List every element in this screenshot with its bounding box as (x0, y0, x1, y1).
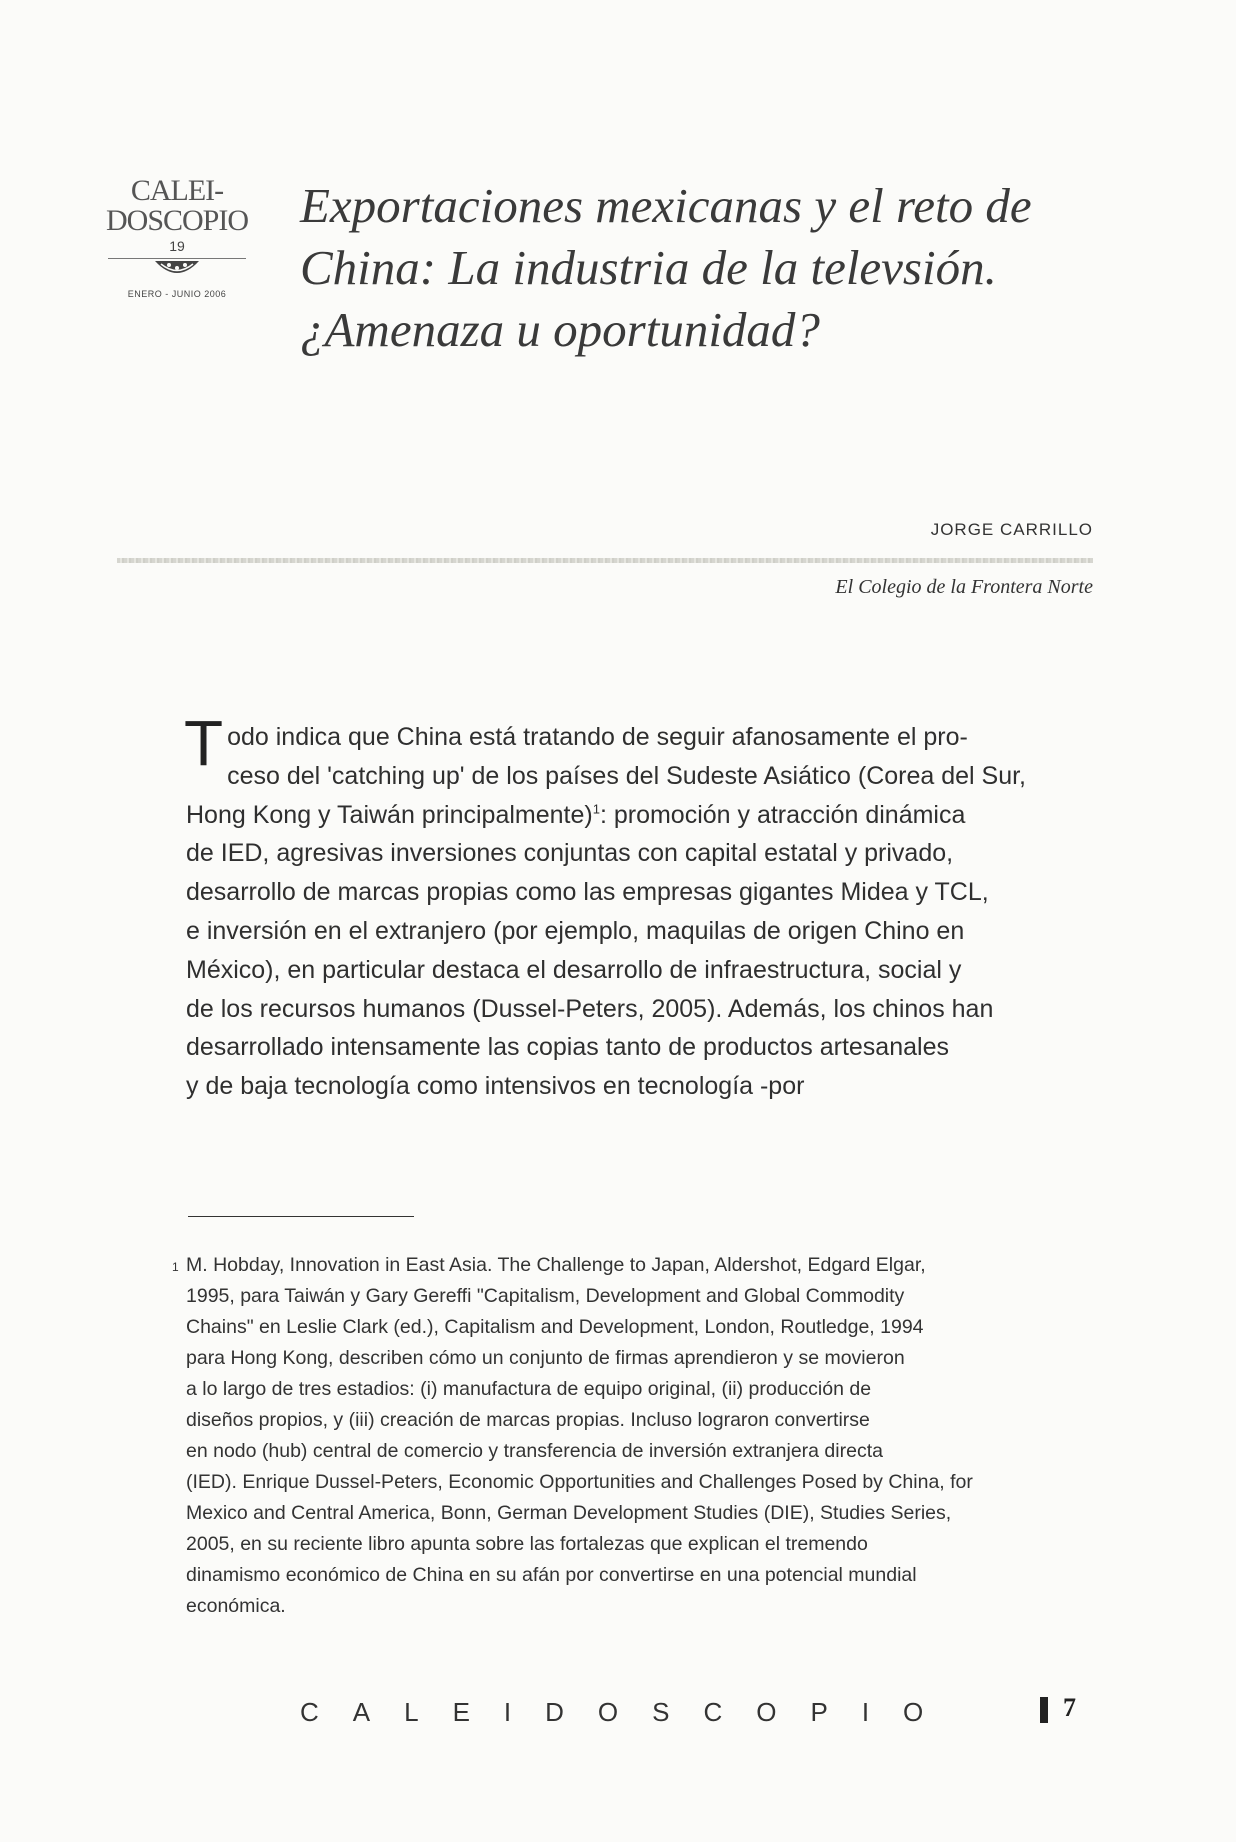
footer-journal-name: CALEIDOSCOPIO (300, 1697, 958, 1727)
body-line: de los recursos humanos (Dussel-Peters, 2005). Además, los chinos han (186, 994, 994, 1023)
footnote-line: (IED). Enrique Dussel-Peters, Economic Opportunities and Challenges Posed by China, for (186, 1471, 973, 1493)
body-line: odo indica que China está tratando de seguir afanosamente el pro- (227, 723, 968, 751)
emblem-icon (153, 259, 201, 281)
footnote-line: en nodo (hub) central de comercio y transferencia de inversión extranjera directa (186, 1440, 883, 1462)
body-line: de IED, agresivas inversiones conjuntas con capital estatal y privado, (186, 839, 954, 868)
body-line: y de baja tecnología como intensivos en tecnología -por (186, 1072, 805, 1101)
footnote (172, 1250, 1096, 1622)
body-line: desarrollo de marcas propias como las empresas gigantes Midea y TCL, (186, 878, 989, 907)
body-line: e inversión en el extranjero (por ejemplo, maquilas de origen Chino en (186, 916, 965, 945)
footnote-line: económica. (186, 1595, 286, 1617)
footnote-line: Chains" en Leslie Clark (ed.), Capitalism and Development, London, Routledge, 1994 (186, 1316, 924, 1338)
title-line: Exportaciones mexicanas y el reto de (300, 178, 1032, 233)
title-line: China: La industria de la televsión. (300, 240, 997, 295)
logo-line-2: DOSCOPIO (105, 204, 249, 237)
title-line: ¿Amenaza u oportunidad? (300, 302, 820, 357)
footnote-line: Mexico and Central America, Bonn, German Development Studies (DIE), Studies Series, (186, 1502, 952, 1524)
footnote-mark: 1 (172, 1260, 179, 1274)
body-line-part: Hong Kong y Taiwán principalmente) (186, 800, 593, 829)
footnote-line: M. Hobday, Innovation in East Asia. The Challenge to Japan, Aldershot, Edgard Elgar, (186, 1254, 926, 1276)
footnote-line: para Hong Kong, describen cómo un conjunto de firmas aprendieron y se movieron (186, 1347, 905, 1369)
footnote-line: a lo largo de tres estadios: (i) manufactura de equipo original, (ii) producción de (186, 1378, 872, 1400)
body-line (186, 796, 1106, 835)
page-number: 7 (1063, 1693, 1076, 1722)
issue-date: ENERO - JUNIO 2006 (127, 289, 227, 299)
drop-cap: T (184, 707, 224, 779)
body-line-part: : promoción y atracción dinámica (599, 800, 966, 829)
author-affiliation: El Colegio de la Frontera Norte (835, 576, 1093, 598)
body-line: desarrollado intensamente las copias tanto de productos artesanales (186, 1033, 949, 1062)
issue-number: 19 (169, 238, 185, 254)
journal-logo (102, 176, 252, 299)
footer-marker (1040, 1697, 1048, 1723)
logo-line-1: CALEI- (130, 174, 224, 207)
footnote-divider (188, 1216, 414, 1217)
article-title (300, 175, 1120, 361)
footnote-reference[interactable]: 1 (592, 801, 600, 817)
body-paragraph (184, 707, 1106, 1106)
footnote-line: dinamismo económico de China en su afán por convertirse en una potencial mundial (186, 1564, 917, 1586)
byline-divider (117, 558, 1093, 563)
author-name: JORGE CARRILLO (930, 520, 1093, 539)
footnote-line: 1995, para Taiwán y Gary Gereffi "Capitalism, Development and Global Commodity (186, 1285, 905, 1307)
footnote-line: diseños propios, y (iii) creación de marcas propias. Incluso lograron convertirse (186, 1409, 870, 1431)
body-line: México), en particular destaca el desarrollo de infraestructura, social y (186, 955, 962, 984)
body-line: ceso del 'catching up' de los países del Sudeste Asiático (Corea del Sur, (227, 761, 1027, 790)
footnote-line: 2005, en su reciente libro apunta sobre las fortalezas que explican el tremendo (186, 1533, 868, 1555)
